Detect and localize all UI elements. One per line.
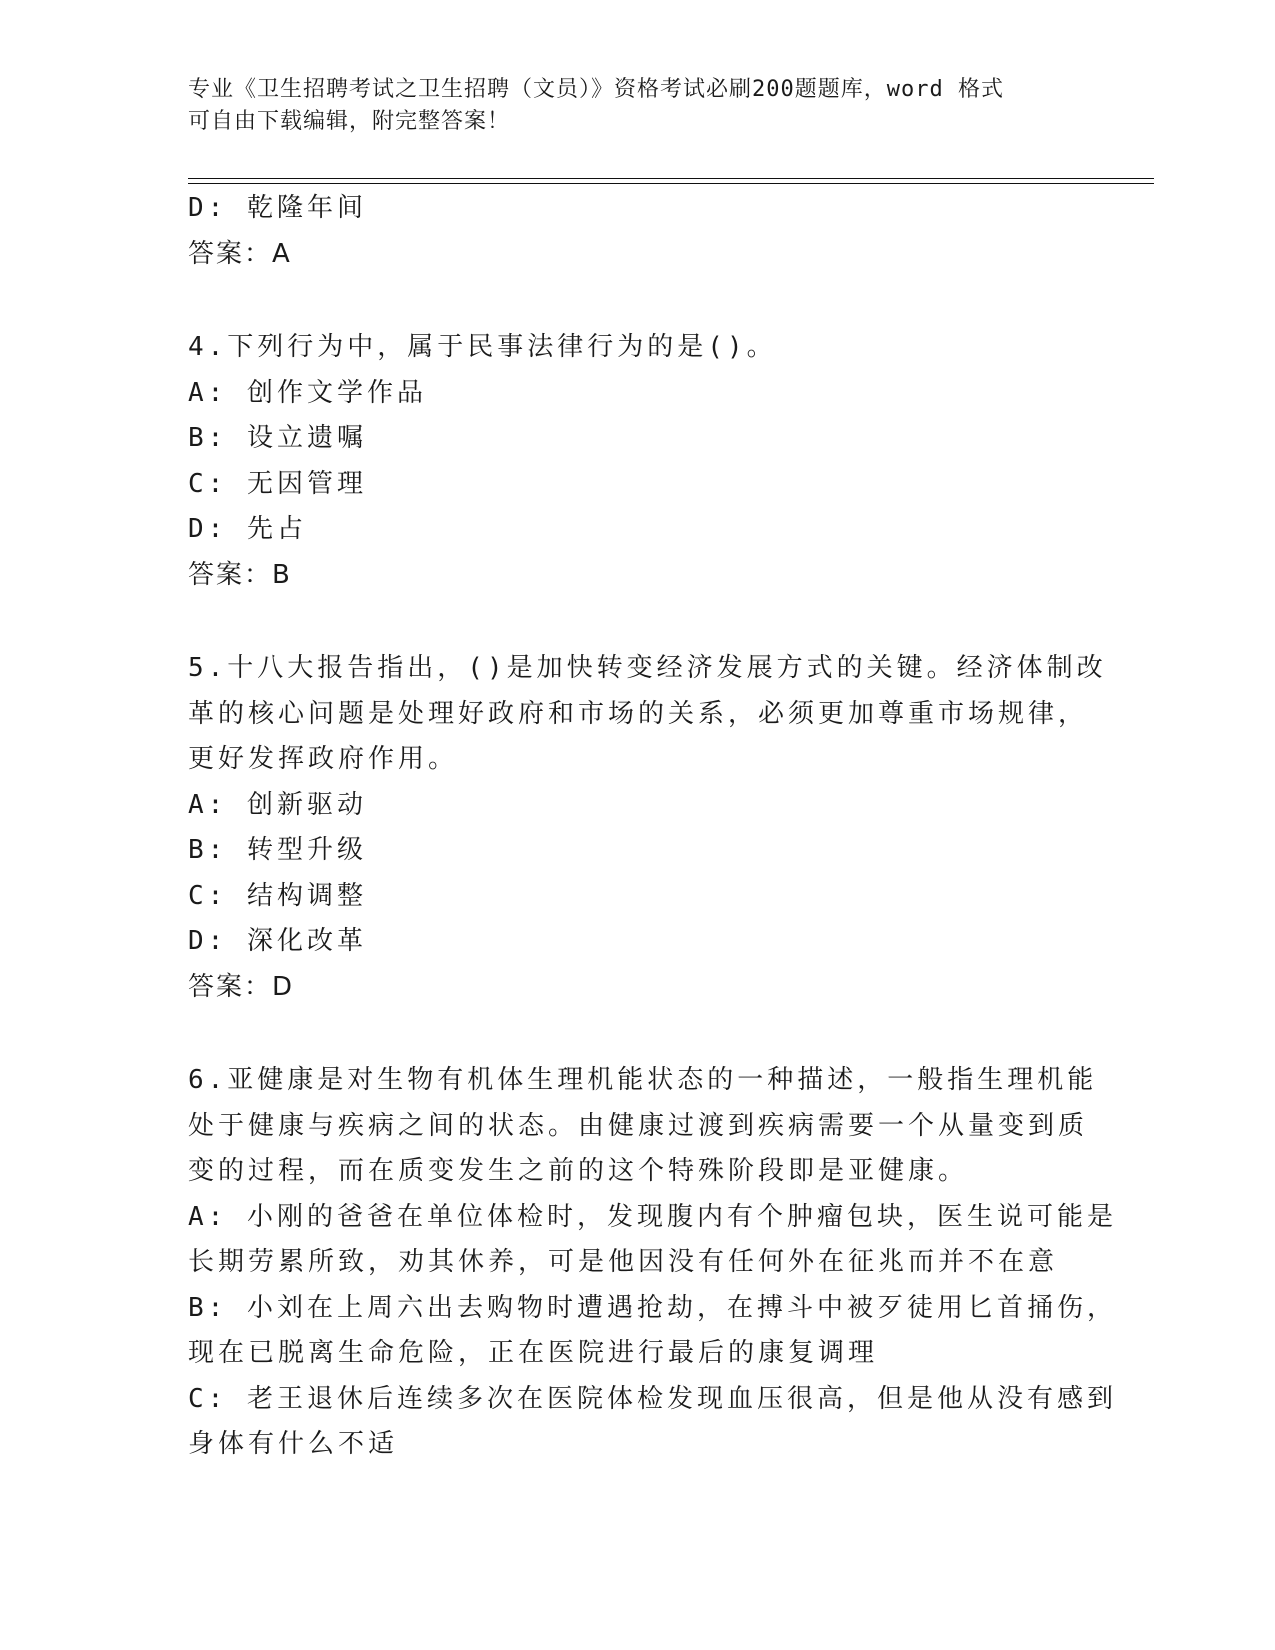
question-content <box>188 186 1117 1468</box>
question-stem-line-1: 6.亚健康是对生物有机体生理机能状态的一种描述，一般指生理机能 <box>188 1065 1098 1095</box>
question-3-tail <box>188 186 1088 277</box>
option-c: C: 结构调整 <box>188 880 367 911</box>
option-c: C: 无因管理 <box>188 468 367 499</box>
option-d: D: 乾隆年间 <box>188 193 367 223</box>
option-b: B: 转型升级 <box>188 835 367 865</box>
option-a: A: 创新驱动 <box>188 789 367 820</box>
option-d: D: 先占 <box>188 514 307 544</box>
answer: 答案：B <box>188 559 292 590</box>
answer: 答案：A <box>188 238 292 269</box>
option-a-line-2: 长期劳累所致，劝其休养，可是他因没有任何外在征兆而并不在意 <box>188 1247 1059 1277</box>
header-divider-top <box>188 178 1154 179</box>
option-b: B: 设立遗嘱 <box>188 423 367 453</box>
question-stem-line-1: 5.十八大报告指出，()是加快转变经济发展方式的关键。经济体制改 <box>188 653 1107 683</box>
option-a-line-1: A: 小刚的爸爸在单位体检时，发现腹内有个肿瘤包块，医生说可能是 <box>188 1201 1117 1232</box>
question-stem: 4.下列行为中，属于民事法律行为的是()。 <box>188 332 777 362</box>
header-divider-bottom <box>188 183 1154 184</box>
question-5 <box>188 646 1107 1010</box>
question-stem-line-2: 处于健康与疾病之间的状态。由健康过渡到疾病需要一个从量变到质 <box>188 1110 1089 1141</box>
answer: 答案：D <box>188 971 295 1002</box>
document-header <box>188 74 1068 138</box>
option-b-line-2: 现在已脱离生命危险，正在医院进行最后的康复调理 <box>188 1338 879 1368</box>
option-d: D: 深化改革 <box>188 926 367 956</box>
question-stem-line-3: 变的过程，而在质变发生之前的这个特殊阶段即是亚健康。 <box>188 1156 969 1186</box>
option-c-line-1: C: 老王退休后连续多次在医院体检发现血压很高，但是他从没有感到 <box>188 1383 1117 1414</box>
option-c-line-2: 身体有什么不适 <box>188 1429 399 1459</box>
question-6 <box>188 1058 1117 1468</box>
header-line-1: 专业《卫生招聘考试之卫生招聘（文员）》资格考试必刷200题题库，word 格式 <box>188 77 1004 102</box>
option-b-line-1: B: 小刘在上周六出去购物时遭遇抢劫，在搏斗中被歹徒用匕首捅伤， <box>188 1292 1117 1323</box>
question-4 <box>188 325 1088 598</box>
question-stem-line-2: 革的核心问题是处理好政府和市场的关系，必须更加尊重市场规律， <box>188 698 1089 729</box>
question-stem-line-3: 更好发挥政府作用。 <box>188 744 459 774</box>
option-a: A: 创作文学作品 <box>188 377 427 408</box>
header-line-2: 可自由下载编辑，附完整答案！ <box>188 109 511 134</box>
